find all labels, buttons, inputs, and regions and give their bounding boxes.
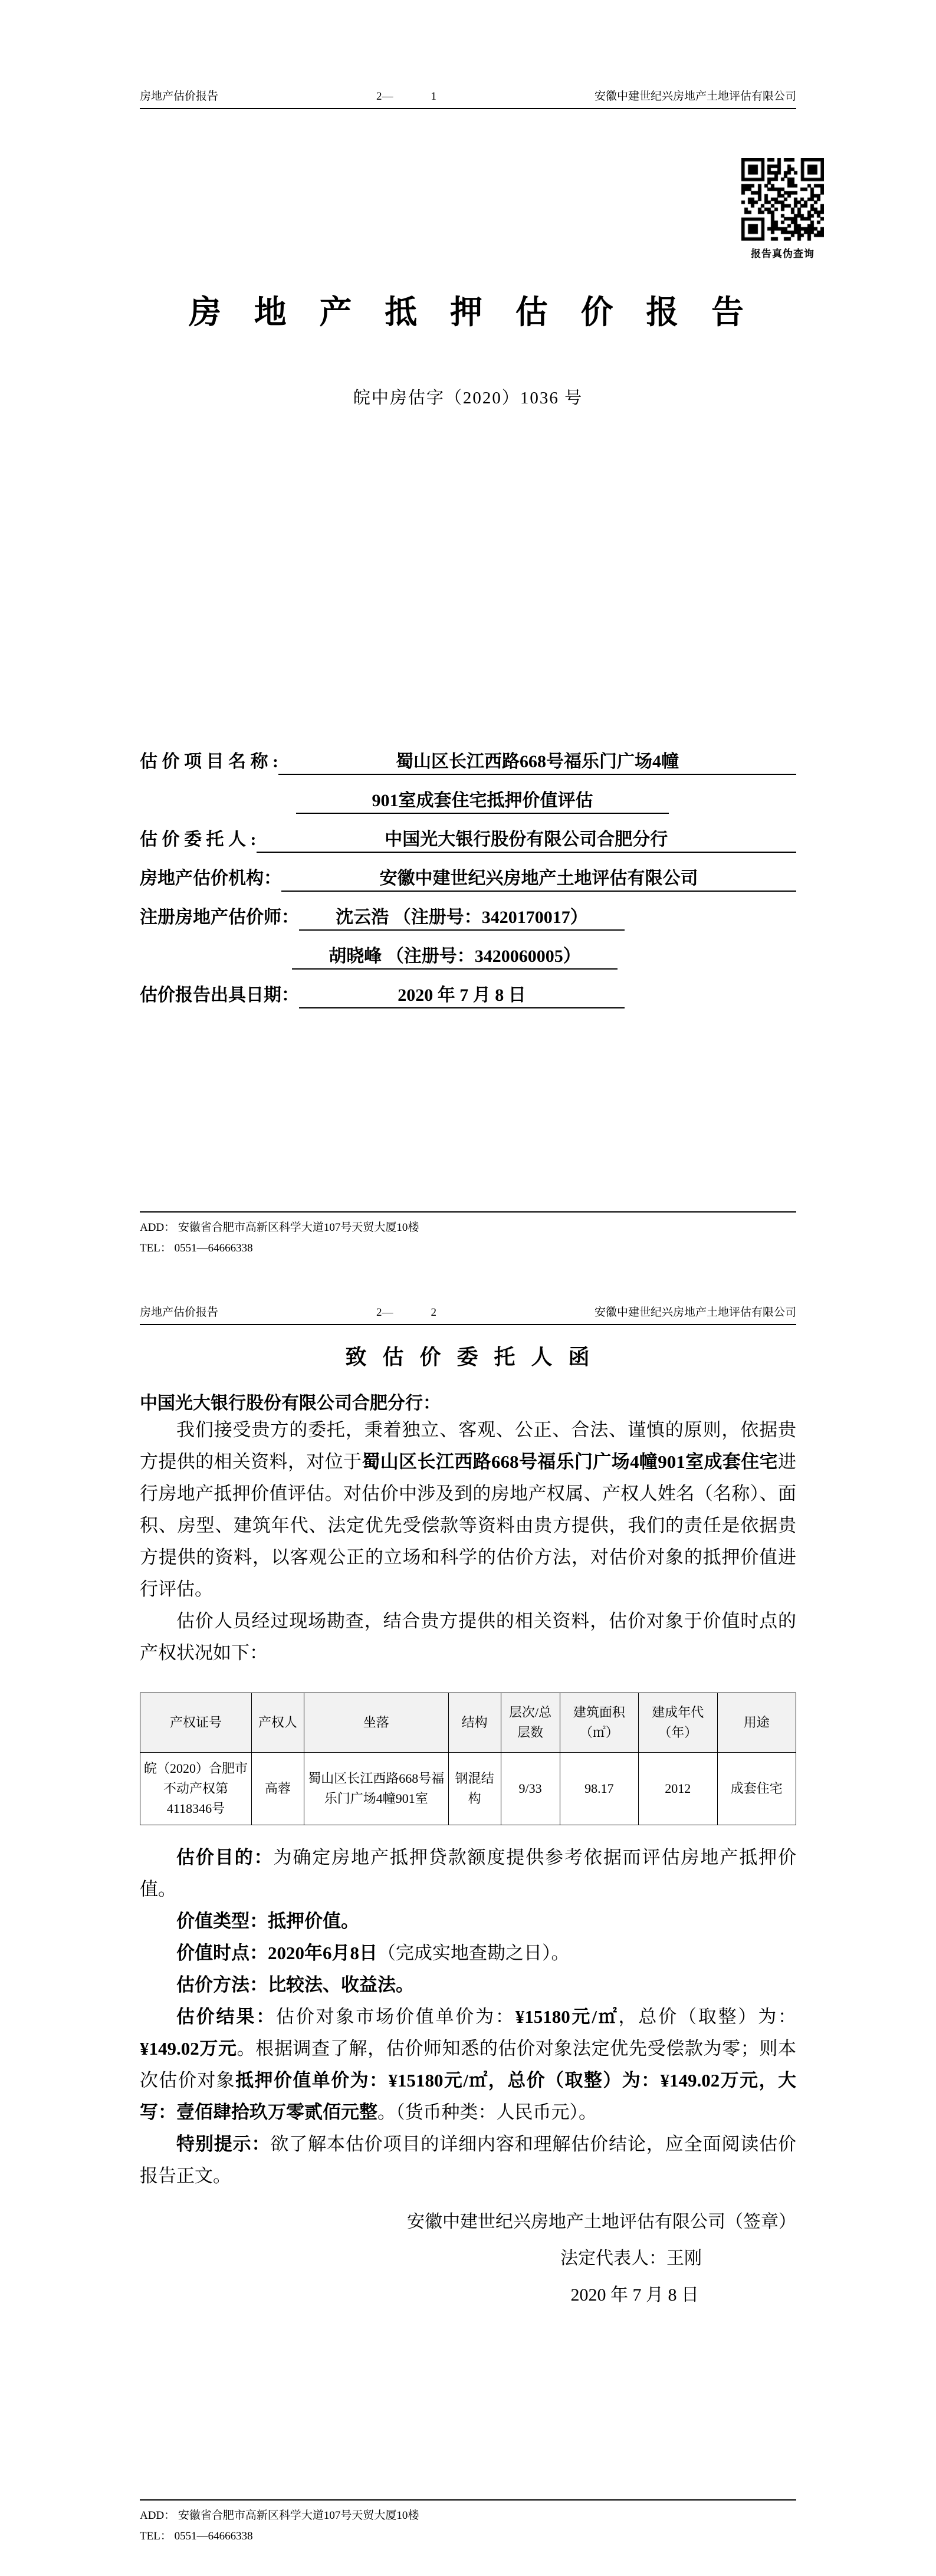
signature-company: 安徽中建世纪兴房地产土地评估有限公司（签章）: [407, 2212, 796, 2232]
col-header-cert-no: 产权证号: [140, 1693, 252, 1753]
cell-cert-no: 皖（2020）合肥市不动产权第4118346号: [140, 1753, 252, 1825]
col-header-structure: 结构: [448, 1693, 501, 1753]
header-pager: [376, 1306, 436, 1319]
signature-block: [140, 2204, 796, 2314]
page-1-content: [140, 0, 815, 1288]
form-row-project: [140, 736, 796, 775]
cell-usage: 成套住宅: [717, 1753, 796, 1825]
running-footer: [140, 1211, 796, 1259]
result-text-1: 估价对象市场价值单价为：: [276, 2006, 515, 2028]
client-label: 估 价 委 托 人 :: [140, 830, 257, 849]
header-doc-type: 房地产估价报告: [140, 1306, 219, 1319]
result-total-price: ¥149.02万元: [140, 2038, 237, 2059]
result-unit-price: ¥15180元/㎡: [515, 2006, 619, 2028]
cell-area: 98.17: [560, 1753, 638, 1825]
pager-page-number: 1: [431, 90, 436, 103]
col-header-year-built: 建成年代（年）: [639, 1693, 717, 1753]
agency-label: 房地产估价机构：: [140, 869, 281, 888]
running-header: [140, 1288, 796, 1325]
form-row-issue-date: [140, 970, 796, 1008]
cover-form: [140, 736, 796, 1008]
col-header-location: 坐落: [304, 1693, 448, 1753]
item-value-type: [140, 1905, 796, 1937]
issue-date-value: 2020 年 7 月 8 日: [299, 980, 625, 1008]
footer-address: ADD： 安徽省合肥市高新区科学大道107号天贸大厦10楼: [140, 1221, 419, 1234]
result-text-4: 。（货币种类：人民币元）。: [377, 2102, 597, 2123]
project-name-value-line2: 901室成套住宅抵押价值评估: [296, 786, 669, 814]
table-header-row: [140, 1693, 796, 1753]
item-strong: 比较法、收益法。: [268, 1974, 414, 1996]
item-strong: 2020年6月8日: [268, 1943, 377, 1964]
footer-address: ADD： 安徽省合肥市高新区科学大道107号天贸大厦10楼: [140, 2509, 419, 2522]
col-header-owner: 产权人: [252, 1693, 304, 1753]
result-mortgage-value: 抵押价值单价为：¥15180元/㎡，总价（取整）为：¥149.02万元，大写：壹佰肆拾玖万零贰佰元整: [140, 2070, 796, 2123]
item-label: 价值类型：: [176, 1911, 268, 1932]
item-value-date: [140, 1937, 796, 1969]
col-header-area: 建筑面积（㎡）: [560, 1693, 638, 1753]
form-row-appraiser-2: [140, 931, 796, 970]
item-label: 价值时点：: [176, 1943, 268, 1964]
report-verification-block: [741, 158, 824, 260]
letter-salutation: 中国光大银行股份有限公司合肥分行：: [140, 1394, 441, 1413]
intro-text-1: 我们接受贵方的委托，秉着独立、客观、公正、合法、谨慎的原则，依据贵方提供的相关资料，对位于: [140, 1420, 796, 1472]
result-paragraph: [140, 2001, 796, 2128]
appraiser-label: 注册房地产估价师：: [140, 908, 299, 927]
issue-date-label: 估价报告出具日期：: [140, 985, 299, 1005]
footer-telephone: TEL： 0551—64666338: [140, 1241, 253, 1254]
header-pager: [376, 90, 436, 103]
form-row-client: [140, 814, 796, 853]
appraiser-2-value: 胡晓峰 （注册号：3420060005）: [292, 941, 618, 970]
pager-prefix: 2—: [376, 90, 393, 103]
pager-page-number: 2: [431, 1306, 436, 1319]
pager-prefix: 2—: [376, 1306, 393, 1319]
signature-date: 2020 年 7 月 8 日: [570, 2285, 699, 2305]
running-footer: [140, 2499, 796, 2547]
report-title: 房 地 产 抵 押 估 价 报 告: [188, 294, 747, 330]
result-text-3: 。根据调查了解，估价师知悉的估价对象法定优先受偿款为零；则本次估价对象: [140, 2038, 797, 2091]
result-text-2: ，总价（取整）为：: [618, 2006, 796, 2028]
qr-caption: 报告真伪查询: [751, 248, 815, 259]
page-2-content: [140, 1288, 796, 2576]
item-label: 估价目的：: [176, 1847, 274, 1868]
form-row-project-2: [140, 775, 796, 814]
letter-title: 致 估 价 委 托 人 函: [345, 1345, 591, 1369]
notice-label: 特别提示：: [176, 2134, 271, 2155]
project-name-label: 估 价 项 目 名 称 :: [140, 752, 278, 771]
item-purpose: [140, 1842, 796, 1905]
result-label: 估价结果：: [176, 2006, 277, 2028]
cell-year-built: 2012: [639, 1753, 717, 1825]
property-rights-table: [140, 1693, 796, 1825]
cell-location: 蜀山区长江西路668号福乐门广场4幢901室: [304, 1753, 448, 1825]
cell-floor: 9/33: [501, 1753, 560, 1825]
agency-value: 安徽中建世纪兴房地产土地评估有限公司: [281, 863, 796, 892]
special-notice: [140, 2128, 796, 2192]
survey-paragraph: 估价人员经过现场勘查，结合贵方提供的相关资料，估价对象于价值时点的产权状况如下：: [140, 1611, 796, 1663]
intro-paragraph: [140, 1414, 796, 1605]
item-label: 估价方法：: [176, 1974, 268, 1996]
cell-owner: 高蓉: [252, 1753, 304, 1825]
header-company-name: 安徽中建世纪兴房地产土地评估有限公司: [594, 90, 796, 103]
form-row-appraiser-1: [140, 892, 796, 931]
appraiser-1-value: 沈云浩 （注册号：3420170017）: [299, 902, 625, 931]
item-text: （完成实地查勘之日）。: [377, 1943, 570, 1964]
client-value: 中国光大银行股份有限公司合肥分行: [257, 824, 797, 853]
footer-telephone: TEL： 0551—64666338: [140, 2529, 253, 2542]
header-company-name: 安徽中建世纪兴房地产土地评估有限公司: [594, 1306, 796, 1319]
item-text: 为确定房地产抵押贷款额度提供参考依据而评估房地产抵押价值。: [140, 1847, 796, 1900]
page-2-letter: [0, 1288, 936, 2576]
document-number: 皖中房估字（2020）1036 号: [353, 389, 583, 408]
item-method: [140, 1969, 796, 2001]
qr-code-icon: [741, 158, 824, 241]
table-row: [140, 1753, 796, 1825]
header-doc-type: 房地产估价报告: [140, 90, 219, 103]
intro-property-name: 蜀山区长江西路668号福乐门广场4幢901室成套住宅: [362, 1451, 779, 1472]
project-name-value-line1: 蜀山区长江西路668号福乐门广场4幢: [278, 747, 796, 775]
notice-text: 欲了解本估价项目的详细内容和理解估价结论，应全面阅读估价报告正文。: [140, 2134, 796, 2187]
form-row-agency: [140, 853, 796, 892]
running-header: [140, 0, 796, 109]
signature-legal-representative: 法定代表人：王刚: [560, 2249, 702, 2269]
item-strong: 抵押价值。: [268, 1911, 359, 1932]
cell-structure: 钢混结构: [448, 1753, 501, 1825]
intro-text-2: 进行房地产抵押价值评估。对估价中涉及到的房地产权属、产权人姓名（名称）、面积、房型、建筑年代、法定优先受偿款等资料由贵方提供，我们的责任是依据贵方提供的资料，以客观公正的立场和科学的估价方法，对估价对象的抵押价值进行评估。: [140, 1451, 797, 1599]
col-header-usage: 用途: [717, 1693, 796, 1753]
col-header-floor: 层次/总层数: [501, 1693, 560, 1753]
